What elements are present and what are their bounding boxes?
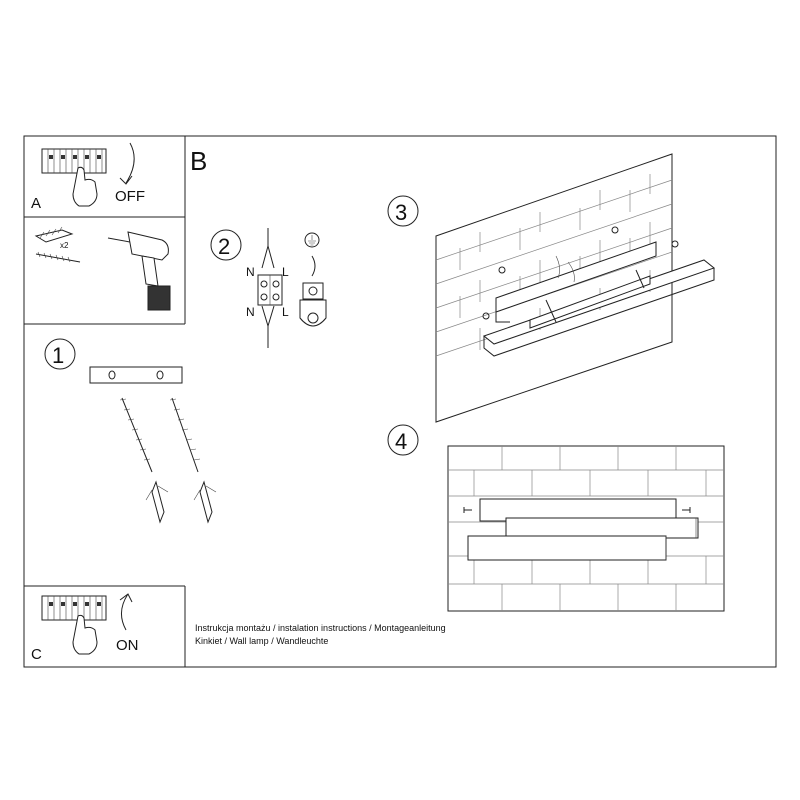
- rotate-arrow-icon: [120, 594, 132, 630]
- hand-icon: [73, 615, 97, 654]
- panel-b-label: B: [190, 146, 208, 176]
- panel-a: [31, 143, 145, 212]
- on-label: ON: [116, 637, 139, 654]
- wall-plug-icon: [146, 482, 168, 522]
- drill-icon: [108, 232, 170, 310]
- lamp-wires: [262, 306, 274, 348]
- breaker-panel-icon: [42, 596, 106, 620]
- wall-plug-icon: [194, 482, 216, 522]
- wall-plug-icon: [36, 227, 72, 242]
- panel-c: [31, 594, 139, 663]
- caption-line-1: Instrukcja montażu / instalation instructions / Montageanleitung: [195, 623, 446, 633]
- step-2-number: 2: [218, 234, 231, 259]
- mounting-bracket: [90, 367, 182, 383]
- terminal-block-icon: [258, 275, 282, 305]
- ground-terminal-icon: [300, 283, 326, 326]
- screw-icon: [170, 398, 200, 472]
- screw-icon: [120, 398, 152, 472]
- step-2: [211, 228, 326, 348]
- ground-symbol-icon: [305, 233, 319, 276]
- supply-wires: [262, 228, 274, 268]
- caption-line-2: Kinkiet / Wall lamp / Wandleuchte: [195, 636, 329, 646]
- off-label: OFF: [115, 188, 145, 205]
- step-4-number: 4: [395, 429, 408, 454]
- wire-label-n-bottom: N: [246, 305, 255, 319]
- wire-label-l-bottom: L: [282, 305, 289, 319]
- wire-label-n-top: N: [246, 265, 255, 279]
- step-3: [388, 154, 714, 422]
- wire-label-l-top: L: [282, 265, 289, 279]
- step-1-number: 1: [52, 343, 65, 368]
- step-4: [388, 425, 724, 611]
- step-1: [45, 339, 216, 522]
- screw-icon: [36, 252, 80, 262]
- breaker-panel-icon: [42, 149, 106, 173]
- step-3-number: 3: [395, 200, 408, 225]
- panel-c-label: C: [31, 646, 42, 663]
- quantity-label: x2: [60, 241, 69, 250]
- tools-panel: [36, 227, 170, 310]
- rotate-arrow-icon: [120, 143, 134, 184]
- panel-a-label: A: [31, 195, 42, 212]
